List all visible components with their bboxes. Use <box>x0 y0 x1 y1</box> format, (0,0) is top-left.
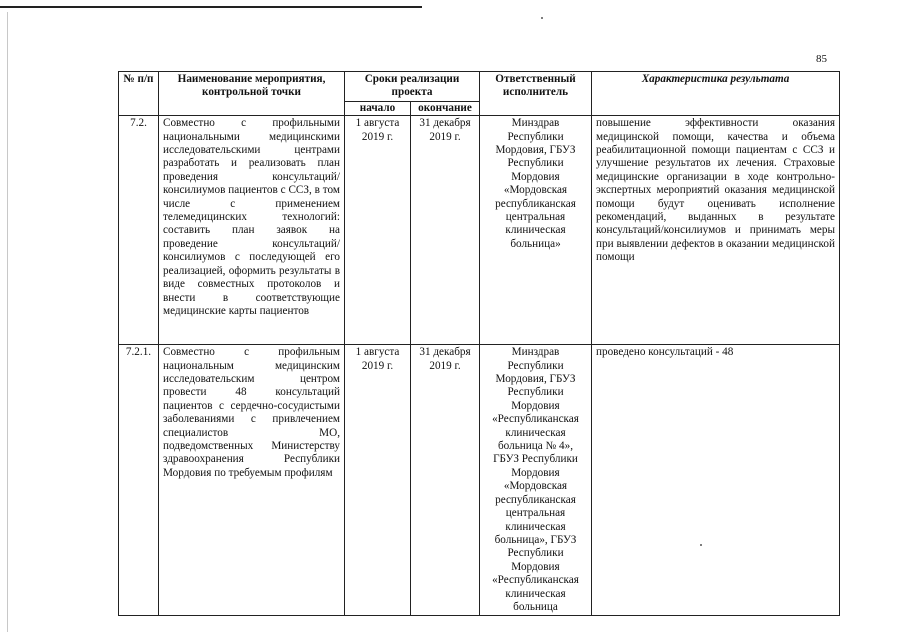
row-result: проведено консультаций - 48 <box>592 345 840 616</box>
header-terms: Сроки реализации проекта <box>345 72 480 102</box>
row-num: 7.2.1. <box>119 345 159 616</box>
header-responsible: Ответственный исполнитель <box>480 72 592 116</box>
row-responsible: Минздрав Республики Мордовия, ГБУЗ Республики Мордовия «Республиканская клиническая больница № 4», ГБУЗ Республики Мордовия «Мордовская республиканская центральная клиническая больница», ГБУЗ Республики Мордовия «Республиканская клиническая больница <box>480 345 592 616</box>
header-name: Наименование мероприятия, контрольной точки <box>159 72 345 116</box>
header-num: № п/п <box>119 72 159 116</box>
row-num: 7.2. <box>119 116 159 345</box>
row-start: 1 августа 2019 г. <box>345 116 411 345</box>
row-end: 31 декабря 2019 г. <box>411 116 480 345</box>
row-end: 31 декабря 2019 г. <box>411 345 480 616</box>
table-row <box>119 116 840 345</box>
scan-speck <box>541 17 543 19</box>
header-result: Характеристика результата <box>592 72 840 116</box>
scan-edge-left <box>7 12 8 632</box>
header-start: начало <box>345 101 411 115</box>
header-end: окончание <box>411 101 480 115</box>
row-name: Совместно с профильным национальным медицинским исследовательским центром провести 48 консультаций пациентов с сердечно-сосудистыми заболеваниями с привлечением специалистов МО, подведомственных Министерству здравоохранения Республики Мордовия по требуемым профилям <box>159 345 345 616</box>
row-responsible: Минздрав Республики Мордовия, ГБУЗ Республики Мордовия «Мордовская республиканская центральная клиническая больница» <box>480 116 592 345</box>
header-row <box>119 72 840 102</box>
plan-table <box>118 71 840 616</box>
scan-edge-top <box>0 6 422 8</box>
row-start: 1 августа 2019 г. <box>345 345 411 616</box>
page-number: 85 <box>816 53 827 65</box>
row-name: Совместно с профильными национальными медицинскими исследовательскими центрами разработать и реализовать план проведения консультаций/консилиумов пациентов с ССЗ, в том числе с применением телемедицинских технологий: составить план заявок на проведение консультаций/консилиумов с последующей его реализацией, оформить результаты в виде совместных протоколов и внести в соответствующие медицинские карты пациентов <box>159 116 345 345</box>
row-result: повышение эффективности оказания медицинской помощи, качества и объема реабилитационной помощи пациентам с ССЗ и улучшение результатов их лечения. Страховые медицинские организации в ходе контрольно-экспертных мероприятий оказания медицинской помощи будут оценивать исполнение рекомендаций, выданных в результате консультаций/консилиумов и принимать меры при выявлении дефектов в оказании медицинской помощи <box>592 116 840 345</box>
table-row <box>119 345 840 616</box>
